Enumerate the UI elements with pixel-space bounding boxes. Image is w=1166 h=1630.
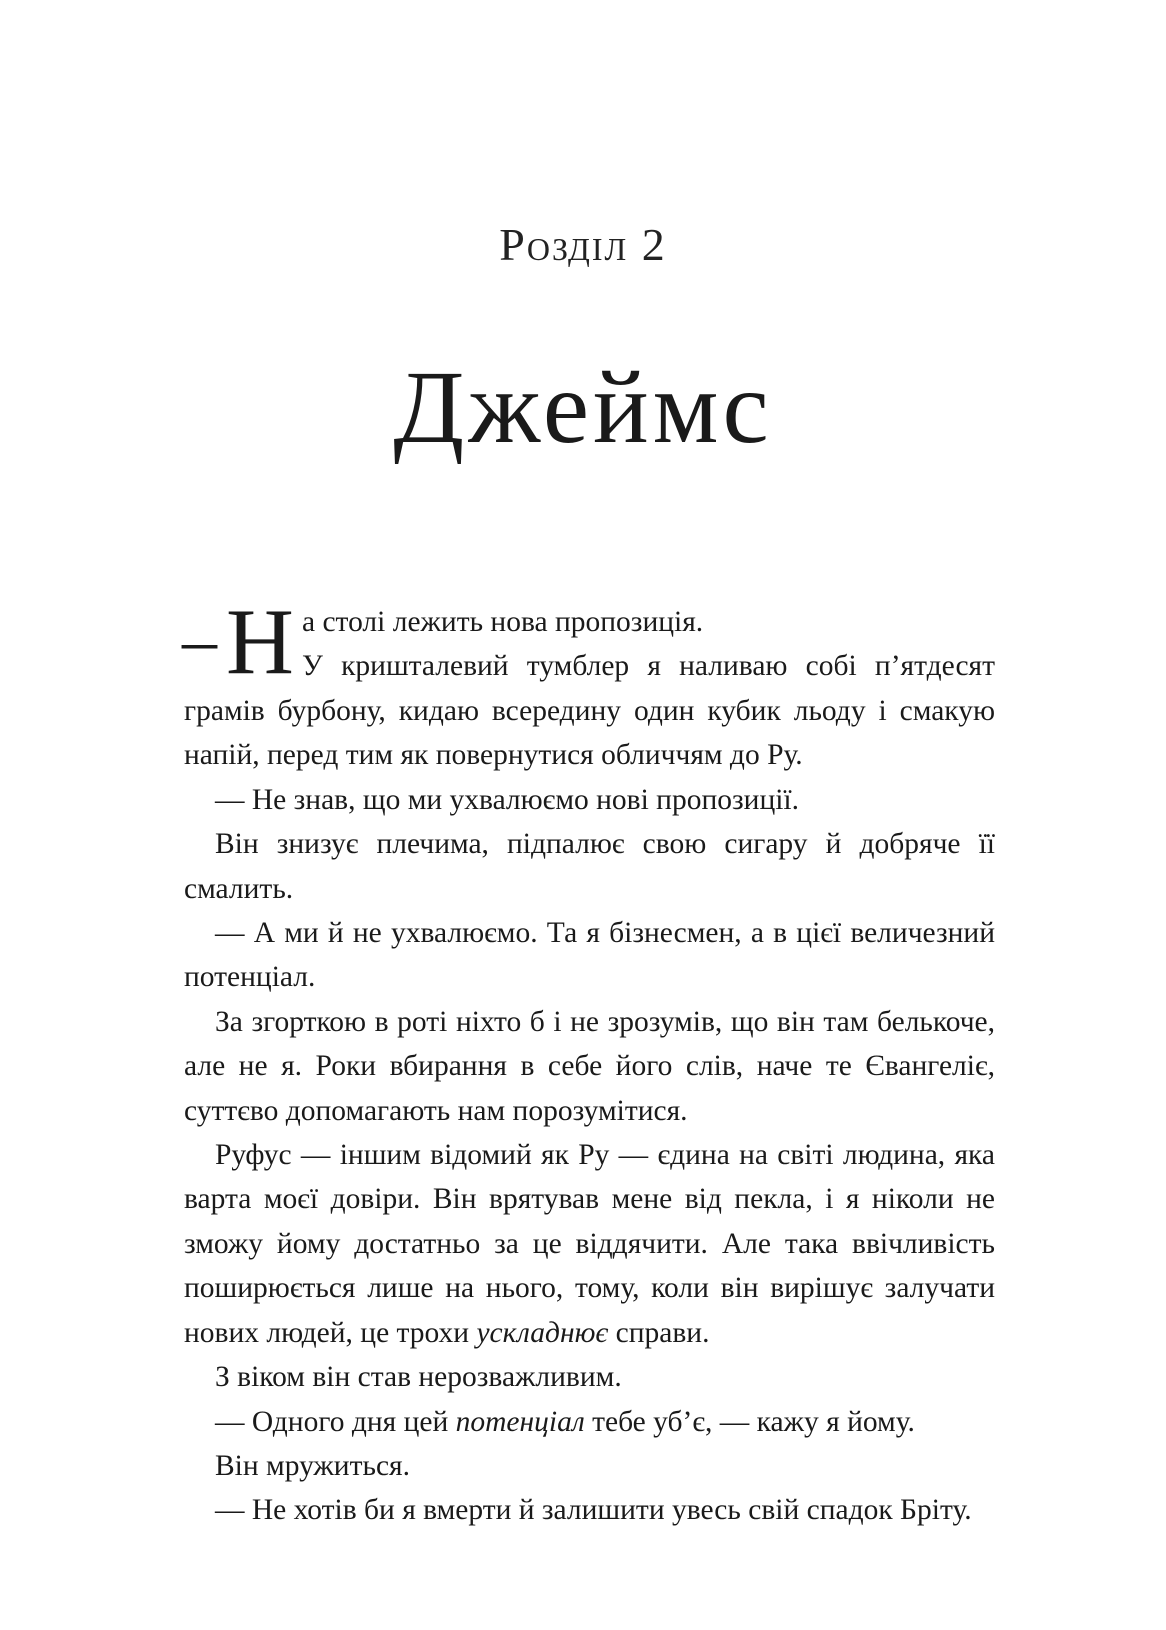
paragraph-8-emphasis: потенціал — [455, 1405, 585, 1438]
opening-dash: – — [182, 602, 217, 679]
paragraph-6-text-b: справи. — [608, 1316, 710, 1349]
paragraph-8-text-a: — Одного дня цей — [215, 1405, 456, 1438]
paragraph-5: За згорткою в роті ніхто б і не зрозумів, що він там белькоче, але не я. Роки вбирання в себе його слів, наче те Євангеліє, суттєво допомагають нам порозумітися. — [184, 1005, 995, 1127]
paragraph-9: Він мружиться. — [215, 1449, 410, 1482]
paragraph-2: — Не знав, що ми ухвалюємо нові пропозиції. — [215, 783, 799, 816]
body-text — [182, 590, 995, 1533]
opening-line-1: а столі лежить нова пропозиція. — [302, 606, 704, 638]
paragraph-6 — [184, 1133, 995, 1355]
paragraph-6-emphasis: ускладнює — [476, 1316, 609, 1349]
paragraph-10: — Не хотів би я вмерти й залишити увесь свій спадок Бріту. — [215, 1494, 972, 1527]
paragraph-8-text-b: тебе уб’є, — кажу я йому. — [584, 1405, 915, 1438]
opening-line-2: У кришталевий тумблер я наливаю собі п’ятдесят — [302, 650, 995, 683]
chapter-title: Джеймс — [393, 350, 773, 465]
paragraph-7: З віком він став нерозважливим. — [215, 1361, 622, 1394]
paragraph-8 — [184, 1400, 995, 1444]
paragraph-1-continuation: грамів бурбону, кидаю всередину один кубик льоду і смакую напій, перед тим як повернутися обличчям до Ру. — [184, 695, 995, 772]
chapter-label: Розділ 2 — [499, 219, 667, 270]
paragraph-4: — А ми й не ухвалюємо. Та я бізнесмен, а в цієї величезний потенціал. — [184, 917, 995, 994]
drop-cap: Н — [226, 590, 294, 694]
paragraph-6-text-a: Руфус — іншим відомий як Ру — єдина на світі людина, яка варта моєї довіри. Він врятував мене від пекла, і я ніколи не зможу йому достатньо за це віддячити. Але така ввічливість поширюється лише на нього, тому, коли він вирішує залучати нових людей, це трохи — [184, 1139, 995, 1349]
paragraph-3: Він знизує плечима, підпалює свою сигару й добряче її смалить. — [184, 828, 995, 905]
opening-lines — [182, 590, 995, 694]
